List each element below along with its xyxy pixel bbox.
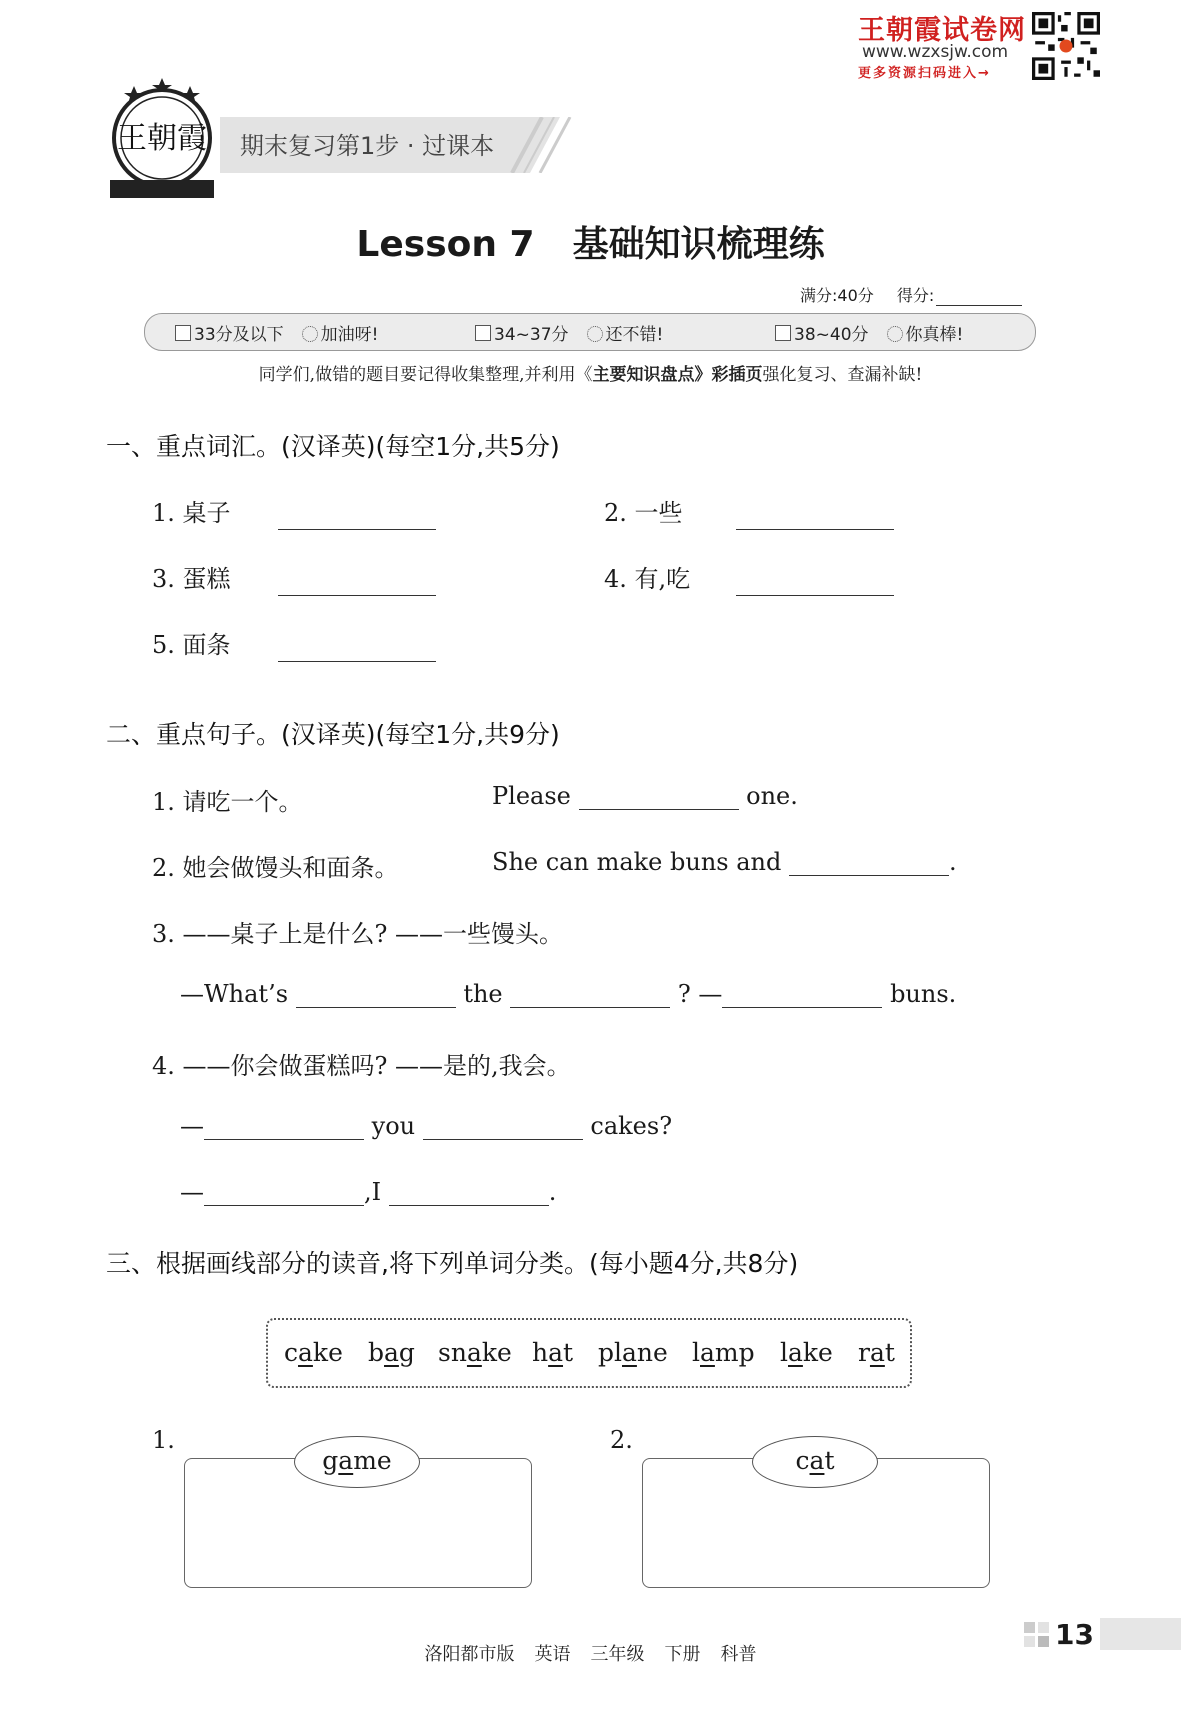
answer-blank[interactable]: [736, 503, 894, 530]
answer-blank[interactable]: [278, 569, 436, 596]
vocab-item-2: 2. 一些: [604, 499, 683, 527]
smiley-icon: [587, 326, 603, 342]
sentence-1-cn: 1. 请吃一个。: [152, 788, 303, 816]
word-hat: hat: [532, 1338, 574, 1367]
word-rat: rat: [858, 1338, 895, 1367]
score-label: 得分:: [896, 286, 935, 305]
answer-blank[interactable]: [736, 569, 894, 596]
answer-blank[interactable]: [278, 635, 436, 662]
answer-blank[interactable]: [278, 503, 436, 530]
score-blank[interactable]: [936, 287, 1022, 306]
lesson-label: Lesson 7: [356, 224, 535, 265]
word-bank: [266, 1318, 912, 1388]
checkbox[interactable]: [775, 325, 791, 341]
answer-blank[interactable]: [423, 1113, 583, 1140]
page-title: [0, 216, 1181, 267]
sentence-4-cn: 4. ——你会做蛋糕吗? ——是的,我会。: [152, 1052, 571, 1080]
footer: 洛阳都市版 英语 三年级 下册 科普: [424, 1644, 757, 1665]
level-2: 34~37分 还不错!: [475, 320, 663, 345]
level-1: 33分及以下 加油呀!: [175, 320, 378, 345]
answer-blank[interactable]: [204, 1113, 364, 1140]
answer-blank[interactable]: [579, 783, 739, 810]
word-lamp: lamp: [692, 1338, 755, 1367]
sentence-2-cn: 2. 她会做馒头和面条。: [152, 854, 399, 882]
sentence-1-en: Please one.: [492, 782, 798, 810]
score-levels-bar: [144, 313, 1036, 351]
answer-blank[interactable]: [722, 981, 882, 1008]
level-3: 38~40分 你真棒!: [775, 320, 963, 345]
vocab-item-1: 1. 桌子: [152, 499, 231, 527]
full-score: 满分:40分: [800, 286, 874, 305]
word-plane: plane: [598, 1338, 668, 1367]
brand-logo: [104, 76, 220, 202]
answer-blank[interactable]: [296, 981, 456, 1008]
banner-text: 期末复习第1步 · 过课本: [240, 132, 495, 160]
smiley-icon: [302, 326, 318, 342]
score-line: [800, 283, 1022, 306]
page-number: 13: [1055, 1618, 1094, 1651]
word-cake: cake: [284, 1338, 343, 1367]
word-snake: snake: [438, 1338, 512, 1367]
section2-heading: 二、重点句子。(汉译英)(每空1分,共9分): [106, 720, 560, 749]
answer-blank[interactable]: [789, 849, 949, 876]
notice-text: 同学们,做错的题目要记得收集整理,并利用《主要知识盘点》彩插页强化复习、查漏补缺!: [258, 365, 923, 385]
logo-text: 王朝霞: [117, 121, 207, 156]
page-decoration-icon: [1022, 1620, 1052, 1650]
smiley-icon: [887, 326, 903, 342]
answer-blank[interactable]: [510, 981, 670, 1008]
vocab-item-4: 4. 有,吃: [604, 565, 691, 593]
sentence-4-question: — you cakes?: [180, 1112, 673, 1140]
title-subtitle: 基础知识梳理练: [572, 224, 825, 265]
word-lake: lake: [780, 1338, 833, 1367]
category-2-label: cat: [752, 1436, 878, 1488]
brand-tagline: 更多资源扫码进入→: [858, 66, 991, 81]
section3-heading: 三、根据画线部分的读音,将下列单词分类。(每小题4分,共8分): [106, 1249, 799, 1278]
brand-url[interactable]: www.wzxsjw.com: [862, 42, 1009, 62]
vocab-item-3: 3. 蛋糕: [152, 565, 231, 593]
sentence-3-en: —What’s the ? — buns.: [180, 980, 957, 1008]
checkbox[interactable]: [475, 325, 491, 341]
answer-blank[interactable]: [204, 1179, 364, 1206]
checkbox[interactable]: [175, 325, 191, 341]
word-bag: bag: [368, 1338, 415, 1367]
sentence-3-cn: 3. ——桌子上是什么? ——一些馒头。: [152, 920, 564, 948]
vocab-item-5: 5. 面条: [152, 631, 231, 659]
page-number-bar: [1100, 1618, 1181, 1650]
category-1-label: game: [294, 1436, 420, 1488]
qr-code-icon[interactable]: [1032, 12, 1100, 80]
category-1-number: 1.: [152, 1426, 175, 1454]
sentence-4-answer: — ,I .: [180, 1178, 557, 1206]
section1-heading: 一、重点词汇。(汉译英)(每空1分,共5分): [106, 432, 560, 461]
sentence-2-en: She can make buns and .: [492, 848, 957, 876]
category-2-number: 2.: [610, 1426, 633, 1454]
answer-blank[interactable]: [389, 1179, 549, 1206]
brand-name: 王朝霞试卷网: [858, 15, 1026, 46]
